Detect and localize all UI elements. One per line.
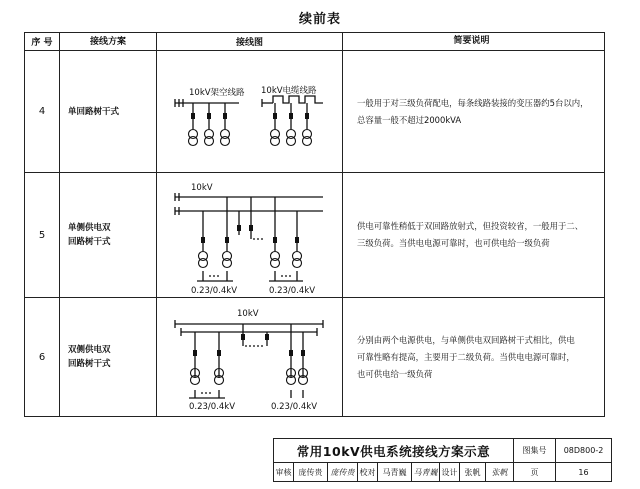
scheme-line: 回路树干式 [68, 359, 111, 369]
checker-signature: 马青巍 [412, 463, 440, 482]
scheme-line: 回路树干式 [68, 237, 111, 247]
check-label: 校对 [358, 463, 378, 482]
header-no: 序 号 [25, 33, 60, 51]
scheme-line: 双侧供电双 [68, 345, 111, 355]
header-diagram: 接线图 [157, 33, 343, 51]
table-header-row [25, 33, 605, 51]
diagram-cell [157, 298, 343, 417]
scheme-name [60, 51, 157, 173]
desc-line: 一般用于对三级负荷配电，每条线路装接的变压器约5台以内， [357, 97, 589, 108]
diagram-cell [157, 173, 343, 298]
table-row [25, 298, 605, 417]
double-side-double-loop-diagram [157, 298, 342, 416]
desc-line: 供电可靠性稍低于双回路放射式，但投资较省，一般用于二、 [357, 221, 584, 231]
single-loop-trunk-diagram [157, 51, 342, 172]
header-scheme: 接线方案 [60, 33, 157, 51]
cable-line-label: 10kV电缆线路 [261, 86, 317, 96]
page-label: 页 [514, 463, 556, 482]
single-side-double-loop-diagram [157, 173, 342, 297]
designer-name: 张帆 [460, 463, 486, 482]
reviewer-signature: 庞传贵 [328, 463, 358, 482]
lv-label-left: 0.23/0.4kV [191, 286, 238, 296]
design-label: 设计 [440, 463, 460, 482]
lv-label-right: 0.23/0.4kV [271, 402, 318, 412]
drawing-title: 常用10kV供电系统接线方案示意 [274, 439, 514, 463]
desc-line: 也可供电给一级负荷 [357, 368, 433, 379]
bus-voltage-label: 10kV [191, 183, 213, 193]
title-block [273, 438, 612, 482]
bus-voltage-label: 10kV [237, 309, 259, 319]
page-caption: 续前表 [298, 12, 341, 27]
table-row [25, 173, 605, 298]
page-number: 16 [556, 463, 612, 482]
atlas-no: 08D800-2 [556, 439, 612, 463]
row-number: 5 [25, 173, 60, 298]
row-number: 6 [25, 298, 60, 417]
desc-line: 总容量一般不超过2000kVA [357, 114, 462, 125]
checker-name: 马青巍 [378, 463, 412, 482]
atlas-no-label: 图集号 [514, 439, 556, 463]
desc-line: 三级负荷。当供电电源可靠时，也可供电给一级负荷 [357, 238, 550, 248]
review-label: 审核 [274, 463, 294, 482]
scheme-name [60, 173, 157, 298]
table-row [25, 51, 605, 173]
description [343, 51, 605, 173]
designer-signature: 张帆 [486, 463, 514, 482]
desc-line: 分别由两个电源供电，与单侧供电双回路树干式相比，供电 [357, 334, 575, 345]
row-number: 4 [25, 51, 60, 173]
wiring-scheme-table [24, 32, 605, 417]
reviewer-name: 庞传贵 [294, 463, 328, 482]
lv-label-right: 0.23/0.4kV [269, 286, 316, 296]
scheme-line: 单回路树干式 [68, 106, 120, 117]
scheme-line: 单侧供电双 [68, 223, 111, 233]
desc-line: 可靠性略有提高，主要用于二级负荷。当供电电源可靠时， [357, 351, 575, 362]
description [343, 298, 605, 417]
description [343, 173, 605, 298]
diagram-cell [157, 51, 343, 173]
header-description: 简要说明 [343, 33, 605, 51]
lv-label-left: 0.23/0.4kV [189, 402, 236, 412]
overhead-line-label: 10kV架空线路 [189, 88, 245, 98]
scheme-name [60, 298, 157, 417]
